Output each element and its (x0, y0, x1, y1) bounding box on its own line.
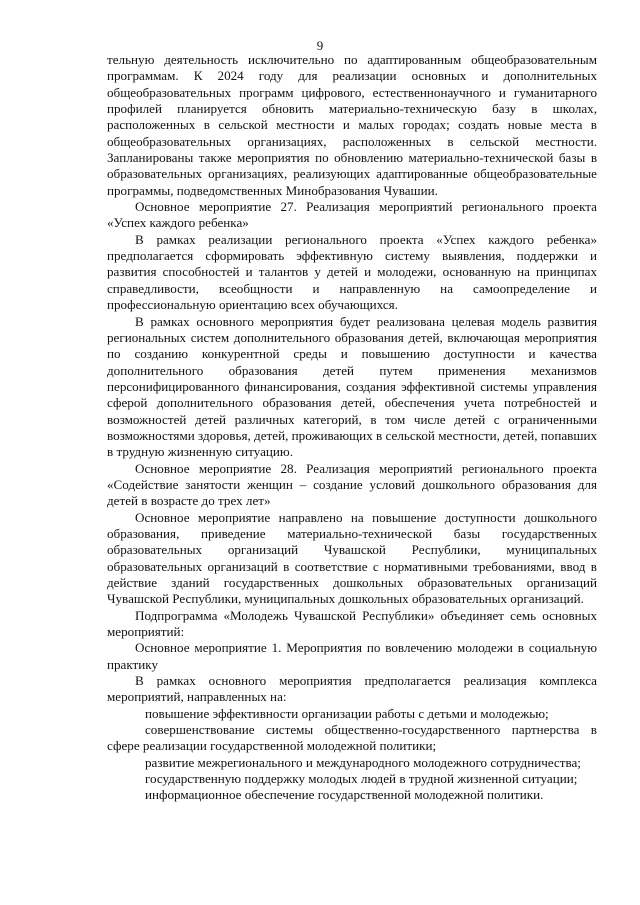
paragraph-preschool-access: Основное мероприятие направлено на повышение доступности дошкольного образования, приведение материально-технической базы государственных образовательных организаций Чувашской Республики, муниципальных образовательных организаций в соответствие с нормативными требованиями, ввод в действие зданий государственных дошкольных образовательных организаций Чувашской Республики, муниципальных дошкольных образовательных организаций. (107, 509, 597, 607)
paragraph-target-model: В рамках основного мероприятия будет реализована целевая модель развития региональных систем дополнительного образования детей, включающая мероприятия по созданию конкурентной среды и повышению доступности и качества дополнительного образования детей путем применения механизмов персонифицированного финансирования, создания эффективной системы управления сферой дополнительного образования детей, обеспечения учета потребностей и возможностей детей различных категорий, в том числе детей с ограниченными возможностями здоровья, детей, проживающих в сельской местности, детей, попавших в трудную жизненную ситуацию. (107, 313, 597, 460)
paragraph-subprogram-youth: Подпрограмма «Молодежь Чувашской Республики» объединяет семь основных мероприятий: (107, 607, 597, 640)
list-item: информационное обеспечение государственной молодежной политики. (145, 787, 544, 803)
document-body (107, 52, 597, 804)
list-item: государственную поддержку молодых людей в трудной жизненной ситуации; (145, 771, 578, 787)
list-item: совершенствование системы общественно-государственного партнерства в сфере реализации государственной молодежной политики; (107, 722, 597, 754)
heading-main-activity-27: Основное мероприятие 27. Реализация мероприятий регионального проекта «Успех каждого ребенка» (107, 199, 597, 231)
list-item: развитие межрегионального и международного молодежного сотрудничества; (145, 754, 581, 770)
list-item: повышение эффективности организации работы с детьми и молодежью; (145, 705, 549, 721)
paragraph-continuation: тельную деятельность исключительно по адаптированным общеобразовательным программам. К 2024 году для реализации основных и дополнительных общеобразовательных программ цифрового, естественнонаучного и гуманитарного профилей планируется обновить материально-техническую базу в школах, расположенных в сельской местности и малых городах; создать новые места в общеобразовательных организациях, расположенных в сельской местности. Запланированы также мероприятия по обновлению материально-технической базы в образовательных организациях, реализующих адаптированные общеобразовательные программы, подведомственных Минобразования Чувашии. (107, 52, 597, 198)
heading-main-activity-1: Основное мероприятие 1. Мероприятия по вовлечению молодежи в социальную практику (107, 640, 597, 672)
page-number: 9 (316, 38, 324, 53)
paragraph-complex-measures: В рамках основного мероприятия предполагается реализация комплекса мероприятий, направленных на: (107, 673, 597, 705)
paragraph-success-project: В рамках реализации регионального проекта «Успех каждого ребенка» предполагается сформировать эффективную систему выявления, поддержки и развития способностей и талантов у детей и молодежи, основанную на принципах справедливости, всеобщности и направленную на самоопределение и профессиональную ориентацию всех обучающихся. (107, 231, 597, 313)
heading-main-activity-28: Основное мероприятие 28. Реализация мероприятий регионального проекта «Содействие занятости женщин – создание условий дошкольного образования для детей в возрасте до трех лет» (107, 460, 597, 509)
